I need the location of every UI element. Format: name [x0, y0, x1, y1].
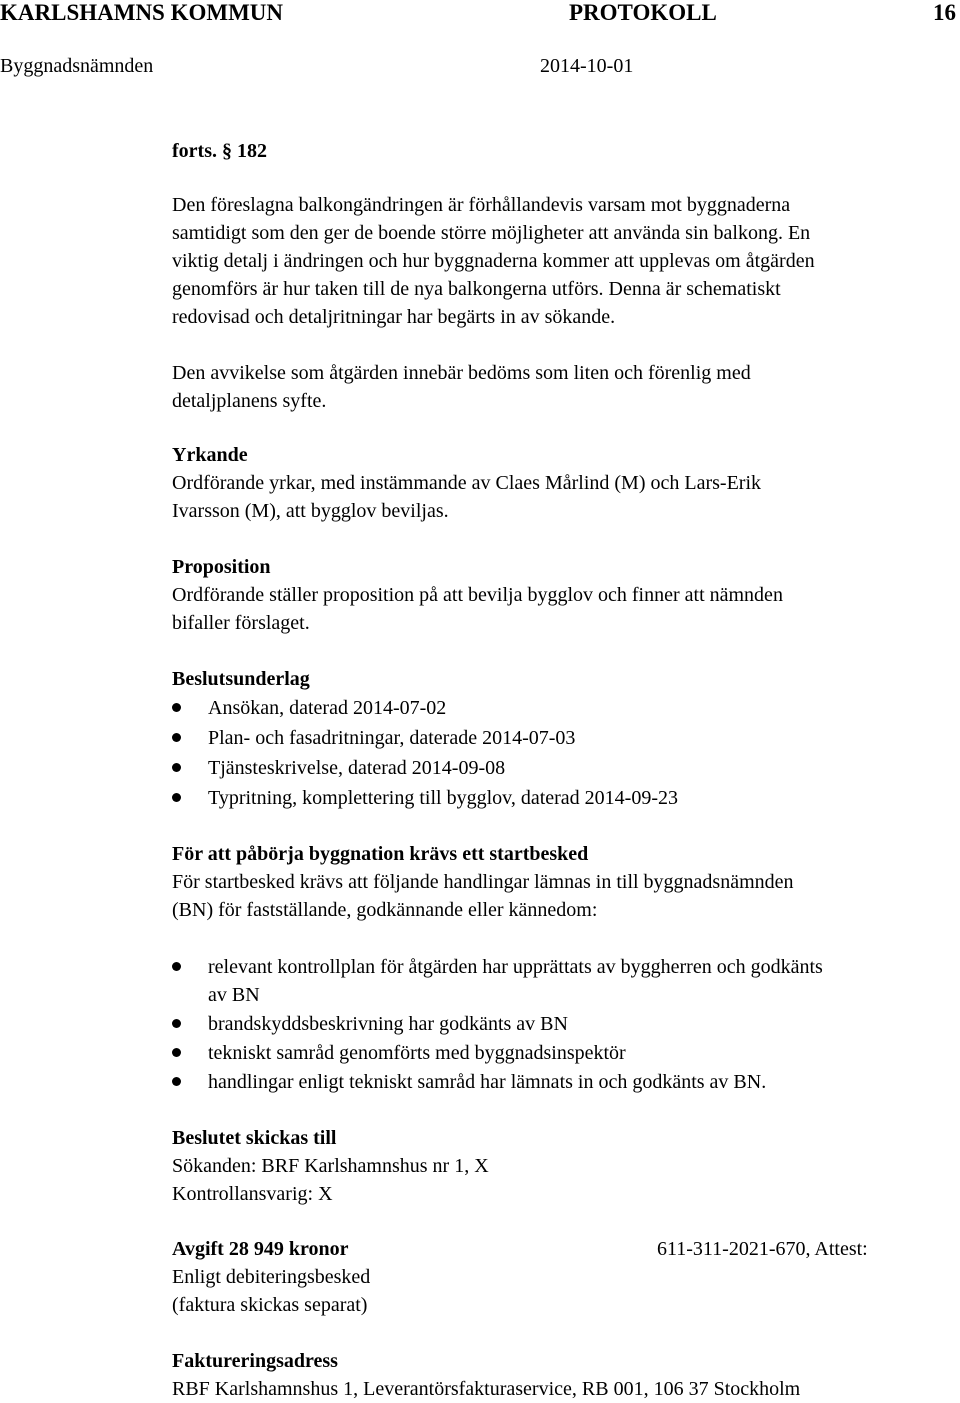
paragraph-line: Sökanden: BRF Karlshamnshus nr 1, X — [172, 1155, 489, 1177]
startbesked-section — [172, 840, 794, 924]
yrkande-section — [172, 441, 761, 525]
distribution-section — [172, 1124, 489, 1208]
paragraph-line: detaljplanens syfte. — [172, 390, 327, 412]
list-item-text: Tjänsteskrivelse, daterad 2014-09-08 — [208, 757, 506, 779]
paragraph-line: genomförs är hur taken till de nya balkongerna utförs. Denna är schematiskt — [172, 278, 781, 300]
bullet-icon — [172, 962, 181, 971]
paragraph-line: Ivarsson (M), att bygglov beviljas. — [172, 500, 449, 522]
paragraph-line: bifaller förslaget. — [172, 612, 310, 634]
paragraph-line: Den avvikelse som åtgärden innebär bedöms som liten och förenlig med — [172, 362, 751, 384]
fee-section — [172, 1235, 370, 1319]
section-heading: Beslutsunderlag — [172, 668, 310, 690]
list-item-text: Typritning, komplettering till bygglov, daterad 2014-09-23 — [208, 787, 678, 809]
deviation-paragraph — [172, 359, 751, 415]
list-item-text: tekniskt samråd genomförts med byggnadsinspektör — [208, 1042, 626, 1064]
bullet-icon — [172, 763, 181, 772]
paragraph-line: Enligt debiteringsbesked — [172, 1266, 371, 1288]
section-heading: För att påbörja byggnation krävs ett startbesked — [172, 843, 589, 865]
document-type: PROTOKOLL — [569, 0, 717, 25]
board-name: Byggnadsnämnden — [0, 55, 154, 77]
intro-paragraph — [172, 191, 815, 331]
list-item-text: Ansökan, daterad 2014-07-02 — [208, 697, 447, 719]
section-heading: Yrkande — [172, 444, 248, 466]
beslutsunderlag-heading — [172, 665, 310, 693]
org-name: KARLSHAMNS KOMMUN — [0, 0, 284, 25]
bullet-icon — [172, 1077, 181, 1086]
paragraph-line: samtidigt som den ger de boende större möjligheter att använda sin balkong. En — [172, 222, 811, 244]
invoice-address: RBF Karlshamnshus 1, Leverantörsfakturaservice, RB 001, 106 37 Stockholm — [172, 1378, 801, 1400]
paragraph-line: Ordförande yrkar, med instämmande av Claes Mårlind (M) och Lars-Erik — [172, 472, 762, 494]
paragraph-line: (faktura skickas separat) — [172, 1294, 368, 1316]
bullet-icon — [172, 703, 181, 712]
invoice-address-section — [172, 1347, 800, 1403]
bullet-icon — [172, 733, 181, 742]
bullet-icon — [172, 1019, 181, 1028]
list-item-text: brandskyddsbeskrivning har godkänts av BN — [208, 1013, 568, 1035]
bullet-icon — [172, 1048, 181, 1057]
paragraph-line: viktig detalj i ändringen och hur byggnaderna kommer att upplevas om åtgärden — [172, 250, 815, 272]
section-heading: Beslutet skickas till — [172, 1127, 337, 1149]
paragraph-line: redovisad och detaljritningar har begärts in av sökande. — [172, 306, 616, 328]
section-heading: Faktureringsadress — [172, 1350, 338, 1372]
meeting-date: 2014-10-01 — [540, 55, 634, 77]
proposition-section — [172, 553, 783, 637]
list-item-text: av BN — [208, 984, 260, 1006]
list-item-text: handlingar enligt tekniskt samråd har lämnats in och godkänts av BN. — [208, 1071, 767, 1093]
paragraph-line: För startbesked krävs att följande handlingar lämnas in till byggnadsnämnden — [172, 871, 794, 893]
section-heading: Proposition — [172, 556, 271, 578]
fee-account: 611-311-2021-670, Attest: — [657, 1238, 868, 1260]
list-item-text: Plan- och fasadritningar, daterade 2014-07-03 — [208, 727, 576, 749]
paragraph-line: Kontrollansvarig: X — [172, 1183, 333, 1205]
paragraph-line: Den föreslagna balkongändringen är förhållandevis varsam mot byggnaderna — [172, 194, 791, 216]
fee-heading: Avgift 28 949 kronor — [172, 1238, 349, 1260]
list-item-text: relevant kontrollplan för åtgärden har upprättats av byggherren och godkänts — [208, 956, 823, 978]
paragraph-line: Ordförande ställer proposition på att bevilja bygglov och finner att nämnden — [172, 584, 783, 606]
paragraph-line: (BN) för fastställande, godkännande eller kännedom: — [172, 899, 598, 921]
page-number: 16 — [933, 0, 956, 25]
bullet-icon — [172, 793, 181, 802]
section-reference: forts. § 182 — [172, 140, 267, 162]
